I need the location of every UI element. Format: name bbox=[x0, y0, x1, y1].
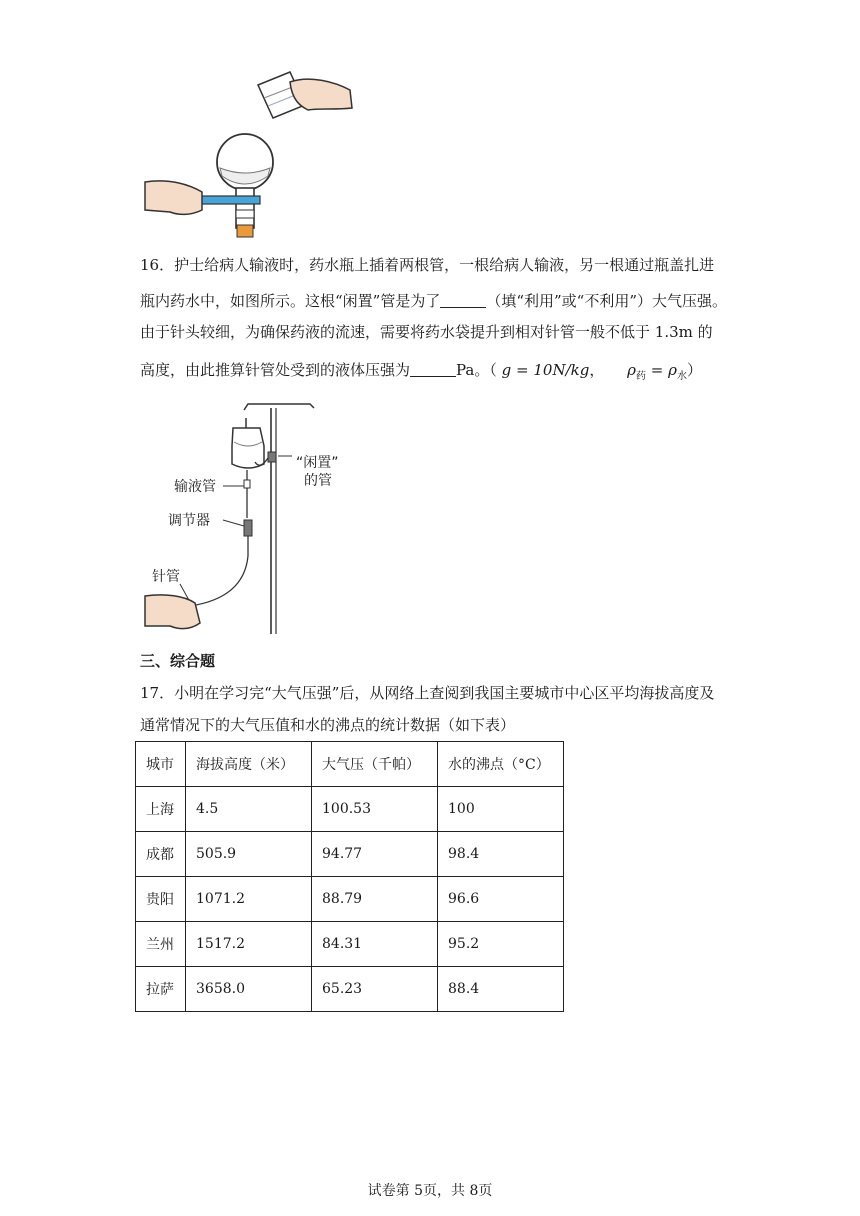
q16-line-4-a: 高度，由此推算针管处受到的液体压强为 bbox=[140, 361, 411, 379]
q16-line-2-a: 瓶内药水中，如图所示。这根“闲置”管是为了 bbox=[140, 292, 441, 310]
formula-sep: ， bbox=[589, 361, 605, 379]
page-footer: 试卷第 5页，共 8页 bbox=[367, 1183, 493, 1199]
table-cell: 96.6 bbox=[438, 877, 564, 922]
q16-line-2-b: （填“利用”或“不利用”）大气压强。 bbox=[486, 292, 728, 310]
subscript-yao: 药 bbox=[635, 371, 646, 382]
label-regulator: 调节器 bbox=[168, 513, 210, 529]
table-header-cell: 海拔高度（米） bbox=[186, 742, 312, 787]
table-cell: 上海 bbox=[136, 787, 186, 832]
table-cell: 84.31 bbox=[312, 922, 438, 967]
table-cell: 88.4 bbox=[438, 967, 564, 1012]
formula-rho-2: ρ bbox=[668, 361, 677, 379]
answer-blank-1[interactable] bbox=[440, 293, 486, 308]
table-row bbox=[136, 787, 564, 832]
formula-g: g = 10N/kg bbox=[501, 361, 590, 379]
answer-blank-2[interactable] bbox=[410, 362, 456, 377]
table-cell: 成都 bbox=[136, 832, 186, 877]
table-row bbox=[136, 877, 564, 922]
table-cell: 3658.0 bbox=[186, 967, 312, 1012]
label-idle-tube: “闲置” bbox=[296, 455, 339, 471]
table-row bbox=[136, 832, 564, 877]
hand-holding-clamp-icon bbox=[145, 181, 202, 215]
label-needle: 针管 bbox=[152, 569, 180, 585]
q16-line-3: 由于针头较细，为确保药液的流速，需要将药水袋提升到相对针管一般不低于 1.3m 的 bbox=[140, 323, 713, 341]
table-header-cell: 城市 bbox=[136, 742, 186, 787]
table-row bbox=[136, 922, 564, 967]
table-cell: 4.5 bbox=[186, 787, 312, 832]
table-cell: 100.53 bbox=[312, 787, 438, 832]
formula-rho-1: ρ bbox=[627, 361, 636, 379]
iv-bottle-icon bbox=[232, 428, 264, 468]
table-header-cell: 水的沸点（°C） bbox=[438, 742, 564, 787]
subscript-shui: 水 bbox=[676, 371, 687, 382]
table-cell: 95.2 bbox=[438, 922, 564, 967]
q16-line-1: 16．护士给病人输液时，药水瓶上插着两根管，一根给病人输液，另一根通过瓶盖扎进 bbox=[140, 256, 715, 274]
q16-line-4 bbox=[140, 361, 702, 386]
q17-line-1: 17．小明在学习完“大气压强”后，从网络上查阅到我国主要城市中心区平均海拔高度及 bbox=[140, 684, 715, 702]
section-title: 三、综合题 bbox=[140, 652, 216, 670]
table-cell: 88.79 bbox=[312, 877, 438, 922]
formula-eq: = bbox=[650, 361, 664, 379]
q17-line-2: 通常情况下的大气压值和水的沸点的统计数据（如下表） bbox=[140, 716, 516, 734]
table-cell: 拉萨 bbox=[136, 967, 186, 1012]
patient-hand-icon bbox=[145, 595, 200, 629]
table-cell: 98.4 bbox=[438, 832, 564, 877]
table-header-row bbox=[136, 742, 564, 787]
formula-close: ） bbox=[686, 361, 702, 379]
label-infusion-tube: 输液管 bbox=[174, 479, 216, 495]
table-cell: 1071.2 bbox=[186, 877, 312, 922]
table-cell: 505.9 bbox=[186, 832, 312, 877]
table-cell: 贵阳 bbox=[136, 877, 186, 922]
flask-experiment-figure bbox=[140, 60, 380, 240]
q16-line-2 bbox=[140, 292, 727, 310]
table-header-cell: 大气压（千帕） bbox=[312, 742, 438, 787]
table-cell: 65.23 bbox=[312, 967, 438, 1012]
table-row bbox=[136, 967, 564, 1012]
table-cell: 100 bbox=[438, 787, 564, 832]
label-idle-tube-2: 的管 bbox=[304, 473, 332, 489]
data-table bbox=[135, 741, 564, 1012]
table-cell: 兰州 bbox=[136, 922, 186, 967]
table-cell: 94.77 bbox=[312, 832, 438, 877]
q16-line-4-b: Pa。（ bbox=[456, 361, 497, 379]
table-cell: 1517.2 bbox=[186, 922, 312, 967]
